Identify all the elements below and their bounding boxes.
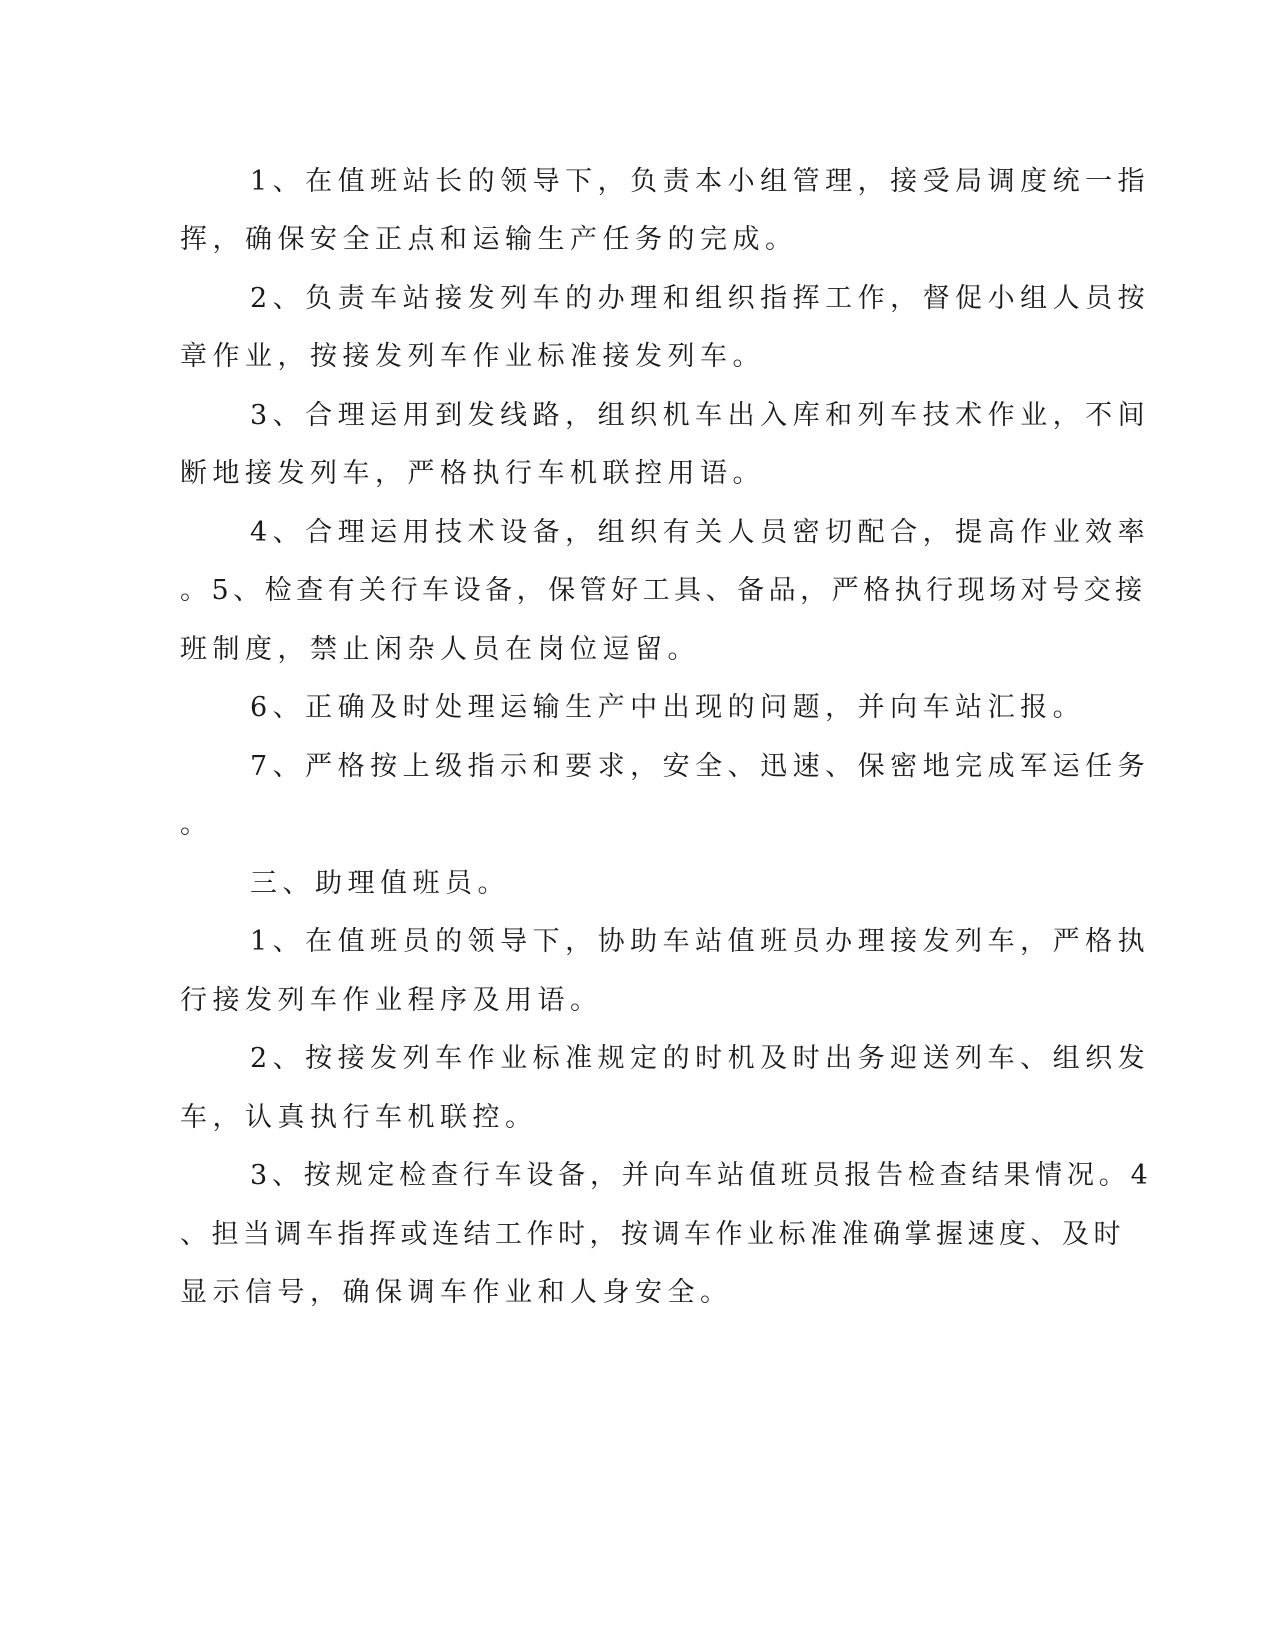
text-line: 行接发列车作业程序及用语。 bbox=[180, 985, 603, 1016]
text-line: 3、合理运用到发线路，组织机车出入库和列车技术作业，不间 bbox=[250, 400, 1151, 431]
text-line: 章作业，按接发列车作业标准接发列车。 bbox=[180, 341, 765, 372]
text-line: 。 bbox=[180, 809, 213, 840]
text-line: 断地接发列车，严格执行车机联控用语。 bbox=[180, 458, 765, 489]
text-line: 1、在值班站长的领导下，负责本小组管理，接受局调度统一指 bbox=[250, 166, 1151, 197]
text-line: 2、按接发列车作业标准规定的时机及时出务迎送列车、组织发 bbox=[250, 1043, 1151, 1074]
text-line: 7、严格按上级指示和要求，安全、迅速、保密地完成军运任务 bbox=[250, 751, 1151, 782]
text-line: 1、在值班员的领导下，协助车站值班员办理接发列车，严格执 bbox=[250, 926, 1151, 957]
text-line: 挥，确保安全正点和运输生产任务的完成。 bbox=[180, 224, 798, 255]
text-line: 。5、检查有关行车设备，保管好工具、备品，严格执行现场对号交接 bbox=[180, 575, 1147, 606]
text-line: 、担当调车指挥或连结工作时，按调车作业标准准确掌握速度、及时 bbox=[180, 1219, 1125, 1250]
text-line: 车，认真执行车机联控。 bbox=[180, 1102, 538, 1133]
text-line: 3、按规定检查行车设备，并向车站值班员报告检查结果情况。4 bbox=[250, 1160, 1153, 1191]
text-line: 班制度，禁止闲杂人员在岗位逗留。 bbox=[180, 634, 700, 665]
section-heading: 三、助理值班员。 bbox=[250, 868, 510, 899]
text-line: 显示信号，确保调车作业和人身安全。 bbox=[180, 1277, 733, 1308]
text-line: 4、合理运用技术设备，组织有关人员密切配合，提高作业效率 bbox=[250, 517, 1151, 548]
text-line: 6、正确及时处理运输生产中出现的问题，并向车站汇报。 bbox=[250, 692, 1086, 723]
text-line: 2、负责车站接发列车的办理和组织指挥工作，督促小组人员按 bbox=[250, 283, 1151, 314]
